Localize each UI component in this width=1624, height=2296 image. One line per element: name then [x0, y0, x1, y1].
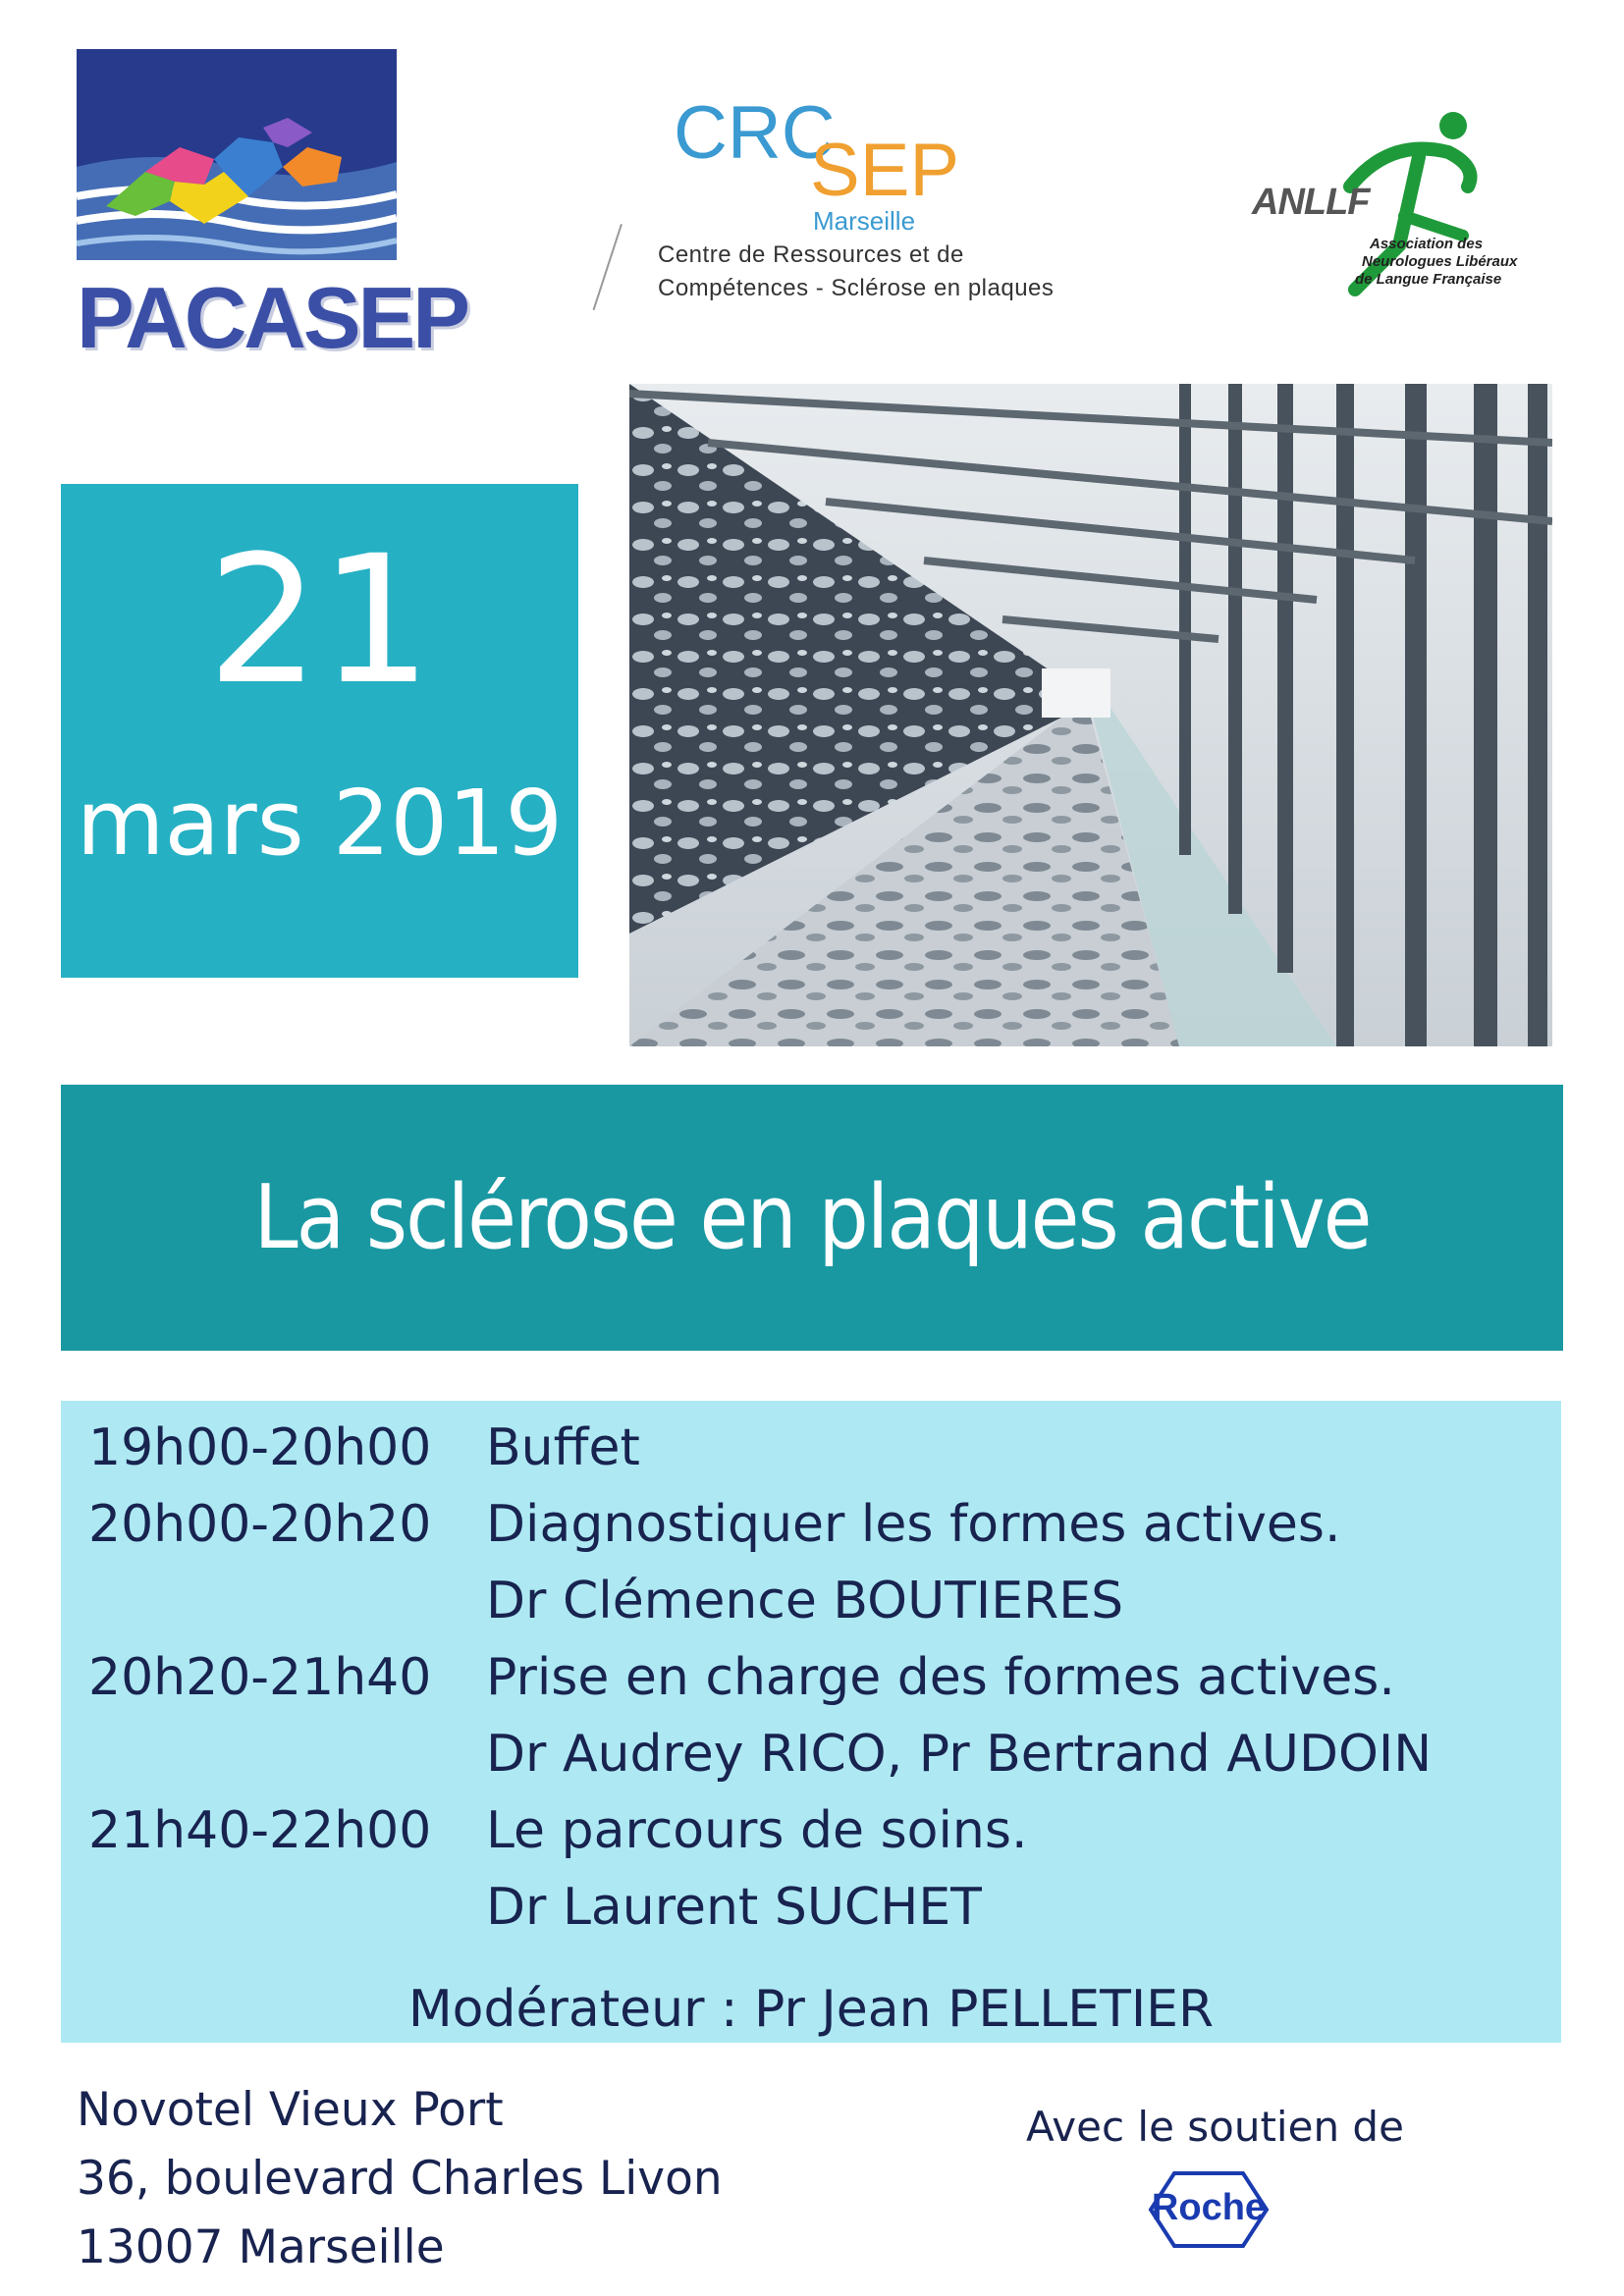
moderator: Modérateur : Pr Jean PELLETIER: [407, 1980, 1215, 2039]
support-label: Avec le soutien de: [1026, 2103, 1404, 2151]
program-desc: Diagnostiquer les formes actives.: [486, 1495, 1341, 1554]
program-desc: Dr Audrey RICO, Pr Bertrand AUDOIN: [486, 1725, 1433, 1784]
program-desc: Dr Clémence BOUTIERES: [486, 1572, 1124, 1630]
program-box: [61, 1401, 1561, 2043]
walkway-photo: [629, 384, 1552, 1046]
anllf-logo: [1242, 98, 1556, 304]
crcsep-divider: [593, 224, 623, 310]
date-month-year: mars 2019: [76, 771, 564, 876]
program-time: 20h20-21h40: [88, 1648, 432, 1707]
roche-logo: [1129, 2169, 1288, 2250]
title-banner: [61, 1085, 1563, 1351]
anllf-sub3: de Langue Française: [1355, 271, 1502, 288]
venue-city: 13007 Marseille: [77, 2220, 445, 2274]
crcsep-line2: Compétences - Sclérose en plaques: [658, 275, 1055, 301]
venue-name: Novotel Vieux Port: [77, 2083, 504, 2137]
program-time: 19h00-20h00: [88, 1418, 432, 1477]
crcsep-crc: CRC: [674, 91, 836, 175]
anllf-sub2: Neurologues Libéraux: [1362, 253, 1518, 270]
crcsep-city: Marseille: [813, 206, 916, 236]
date-box: [61, 484, 578, 978]
date-day: 21: [206, 518, 433, 723]
roche-wordmark: Roche: [1151, 2187, 1267, 2228]
program-desc: Le parcours de soins.: [486, 1801, 1028, 1860]
program-desc: Prise en charge des formes actives.: [486, 1648, 1395, 1707]
crcsep-logo: [609, 86, 1119, 322]
pacasep-wordmark: PACASEP: [77, 269, 467, 366]
program-time: 21h40-22h00: [88, 1801, 432, 1860]
crcsep-sep: SEP: [810, 129, 960, 212]
anllf-sub1: Association des: [1370, 236, 1484, 252]
pacasep-logo: [77, 49, 467, 373]
venue-street: 36, boulevard Charles Livon: [77, 2152, 723, 2206]
pacasep-logo-graphic: [77, 49, 397, 260]
program-desc: Buffet: [486, 1418, 640, 1477]
event-title: La sclérose en plaques active: [253, 1166, 1371, 1269]
crcsep-line1: Centre de Ressources et de: [658, 241, 964, 268]
program-desc: Dr Laurent SUCHET: [486, 1878, 982, 1937]
program-time: 20h00-20h20: [88, 1495, 432, 1554]
anllf-wordmark: ANLLF: [1252, 182, 1370, 223]
